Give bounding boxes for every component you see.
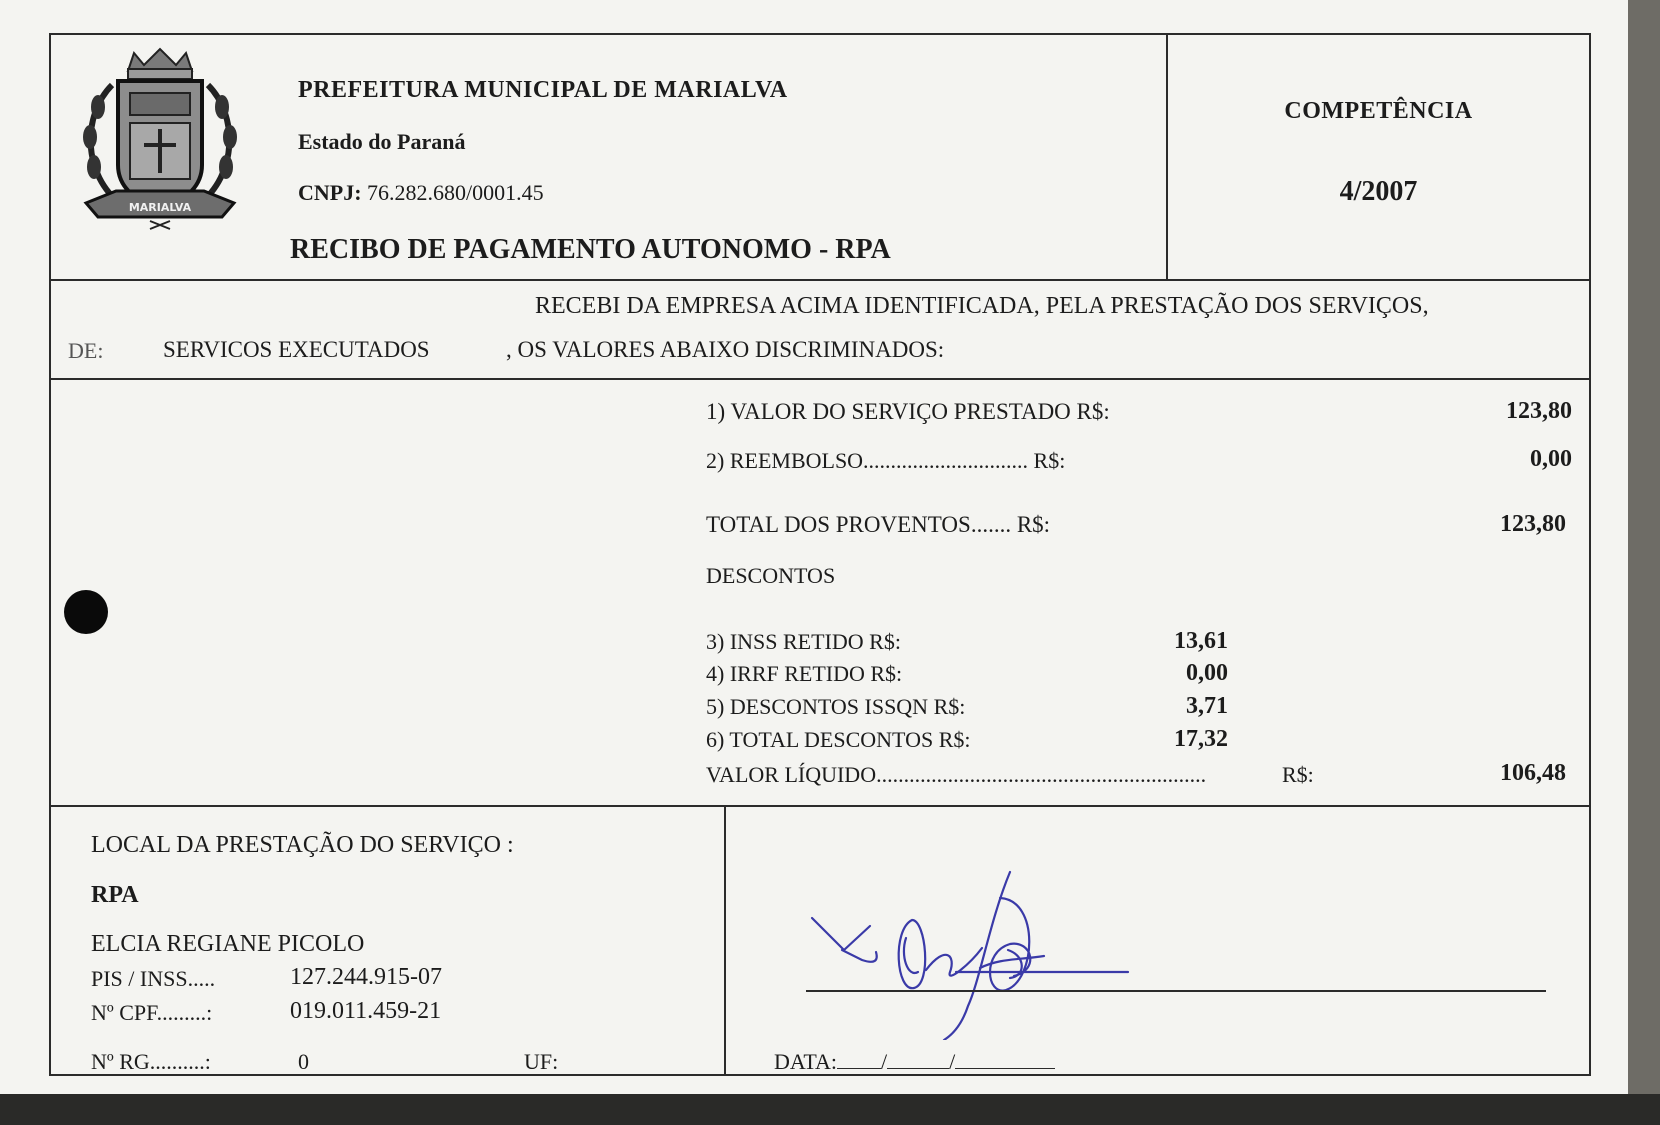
item3-label: 3) INSS RETIDO R$:: [706, 629, 901, 654]
svg-text:MARIALVA: MARIALVA: [128, 201, 192, 214]
statement-de-label: DE:: [68, 338, 104, 363]
total-proventos-label: TOTAL DOS PROVENTOS....... R$:: [706, 512, 1051, 537]
date-separator-2: /: [949, 1049, 956, 1074]
document-title: RECIBO DE PAGAMENTO AUTONOMO - RPA: [290, 234, 891, 265]
date-label: DATA:: [774, 1049, 838, 1074]
liquido-label: VALOR LÍQUIDO............................................................: [706, 762, 1207, 787]
rg-label: Nº RG..........:: [91, 1049, 211, 1074]
signature-mark: [800, 860, 1130, 1040]
descontos-label: DESCONTOS: [706, 563, 836, 588]
liquido-currency: R$:: [1282, 762, 1314, 787]
statement-bottom-line: [49, 378, 1591, 380]
punch-hole: [64, 590, 108, 634]
item1-label: 1) VALOR DO SERVIÇO PRESTADO R$:: [706, 399, 1110, 424]
rg-value: 0: [298, 1049, 309, 1074]
cnpj: [298, 180, 544, 206]
item2-value: 0,00: [1530, 446, 1572, 472]
item5-value: 3,71: [1186, 693, 1228, 719]
statement-line-1: RECEBI DA EMPRESA ACIMA IDENTIFICADA, PELA PRESTAÇÃO DOS SERVIÇOS,: [535, 293, 1429, 319]
date-field: [774, 1048, 1055, 1075]
item6-value: 17,32: [1174, 726, 1228, 752]
pis-value: 127.244.915-07: [290, 964, 442, 990]
statement-service: SERVICOS EXECUTADOS: [163, 337, 430, 362]
item1-value: 123,80: [1506, 398, 1572, 424]
header-bottom-line: [49, 279, 1591, 281]
local-value: RPA: [91, 882, 139, 908]
competencia-value: 4/2007: [1339, 176, 1418, 207]
item3-value: 13,61: [1174, 628, 1228, 654]
item4-value: 0,00: [1186, 660, 1228, 686]
competencia-label: COMPETÊNCIA: [1284, 98, 1473, 124]
local-label: LOCAL DA PRESTAÇÃO DO SERVIÇO :: [91, 832, 514, 858]
cpf-value: 019.011.459-21: [290, 998, 442, 1024]
item2-label: 2) REEMBOLSO.............................. R$:: [706, 448, 1066, 473]
header-divider: [1166, 33, 1168, 281]
state-name: Estado do Paraná: [298, 129, 466, 154]
uf-label: UF:: [524, 1049, 559, 1074]
values-bottom-line: [49, 805, 1591, 807]
org-name: PREFEITURA MUNICIPAL DE MARIALVA: [298, 77, 788, 103]
pis-label: PIS / INSS.....: [91, 966, 216, 991]
scan-background: [0, 1094, 1660, 1125]
date-separator-1: /: [881, 1049, 888, 1074]
municipal-seal-icon: [72, 45, 248, 230]
signature-line: [806, 990, 1546, 992]
cnpj-label: CNPJ:: [298, 180, 362, 205]
cnpj-value: 76.282.680/0001.45: [367, 180, 544, 205]
item5-label: 5) DESCONTOS ISSQN R$:: [706, 694, 966, 719]
cpf-label: Nº CPF.........:: [91, 1000, 213, 1025]
footer-divider: [724, 805, 726, 1076]
item6-label: 6) TOTAL DESCONTOS R$:: [706, 727, 971, 752]
provider-name: ELCIA REGIANE PICOLO: [91, 931, 365, 957]
total-proventos-value: 123,80: [1500, 511, 1566, 537]
statement-line-2: , OS VALORES ABAIXO DISCRIMINADOS:: [506, 337, 945, 362]
liquido-value: 106,48: [1500, 760, 1566, 786]
item4-label: 4) IRRF RETIDO R$:: [706, 661, 903, 686]
